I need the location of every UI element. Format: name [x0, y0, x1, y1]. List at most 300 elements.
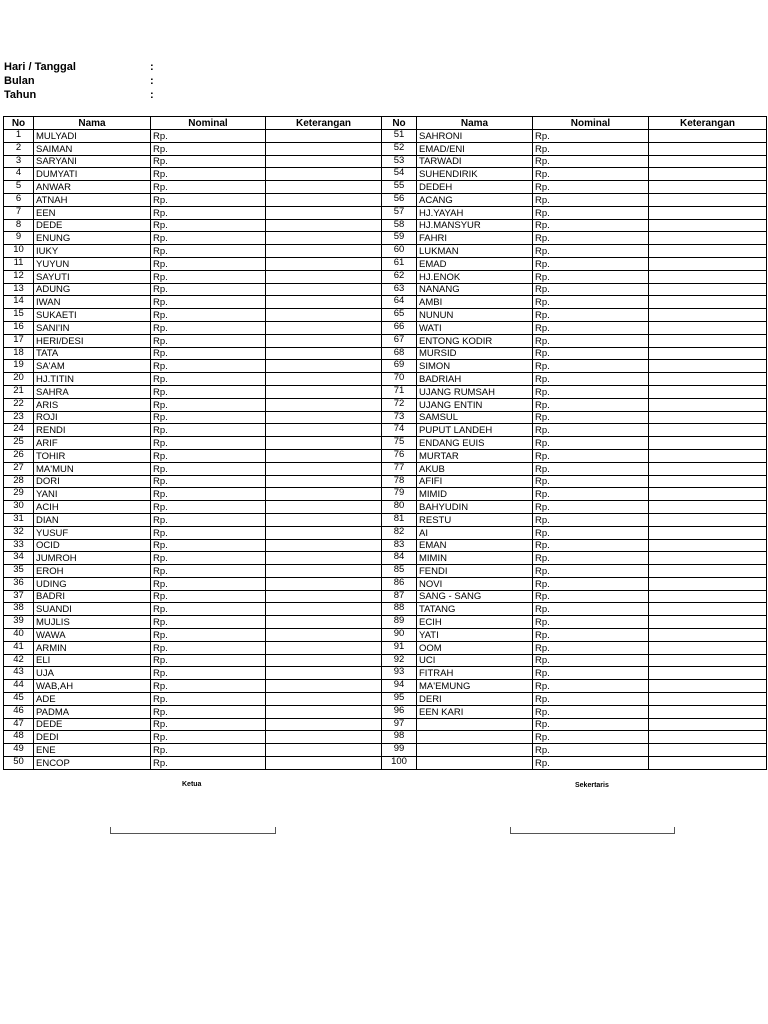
member-name: MA'MUN — [34, 462, 151, 475]
nominal-cell: Rp. — [533, 245, 649, 258]
keterangan-cell — [649, 693, 767, 706]
nominal-cell: Rp. — [533, 398, 649, 411]
col-header-no: No — [4, 117, 34, 130]
member-name: EEN KARI — [417, 705, 533, 718]
table-row — [4, 411, 767, 424]
row-number: 57 — [382, 206, 417, 219]
nominal-cell: Rp. — [151, 373, 266, 386]
keterangan-cell — [266, 641, 382, 654]
row-number: 31 — [4, 513, 34, 526]
nominal-cell: Rp. — [151, 309, 266, 322]
member-name: DUMYATI — [34, 168, 151, 181]
row-number: 53 — [382, 155, 417, 168]
nominal-cell: Rp. — [533, 488, 649, 501]
nominal-cell: Rp. — [151, 334, 266, 347]
nominal-cell: Rp. — [151, 654, 266, 667]
member-name: ACANG — [417, 193, 533, 206]
row-number: 98 — [382, 731, 417, 744]
keterangan-cell — [266, 757, 382, 770]
row-number: 77 — [382, 462, 417, 475]
keterangan-cell — [649, 398, 767, 411]
nominal-cell: Rp. — [151, 206, 266, 219]
nominal-cell: Rp. — [533, 257, 649, 270]
table-row — [4, 731, 767, 744]
row-number: 32 — [4, 526, 34, 539]
row-number: 56 — [382, 193, 417, 206]
table-row — [4, 680, 767, 693]
nominal-cell: Rp. — [151, 641, 266, 654]
header-label: Tahun — [4, 89, 37, 101]
keterangan-cell — [266, 449, 382, 462]
table-row — [4, 565, 767, 578]
member-name — [417, 757, 533, 770]
table-row — [4, 181, 767, 194]
table-row — [4, 693, 767, 706]
keterangan-cell — [266, 398, 382, 411]
row-number: 18 — [4, 347, 34, 360]
row-number: 89 — [382, 616, 417, 629]
table-row — [4, 577, 767, 590]
keterangan-cell — [649, 552, 767, 565]
row-number: 25 — [4, 437, 34, 450]
nominal-cell: Rp. — [533, 705, 649, 718]
keterangan-cell — [266, 680, 382, 693]
nominal-cell: Rp. — [533, 629, 649, 642]
keterangan-cell — [649, 181, 767, 194]
nominal-cell: Rp. — [533, 296, 649, 309]
table-row — [4, 385, 767, 398]
row-number: 79 — [382, 488, 417, 501]
table-row — [4, 757, 767, 770]
keterangan-cell — [266, 155, 382, 168]
nominal-cell: Rp. — [533, 667, 649, 680]
member-name: OOM — [417, 641, 533, 654]
table-row — [4, 398, 767, 411]
row-number: 84 — [382, 552, 417, 565]
row-number: 58 — [382, 219, 417, 232]
member-name: ARIS — [34, 398, 151, 411]
signature-line-chair — [110, 827, 276, 834]
nominal-cell: Rp. — [151, 513, 266, 526]
row-number: 71 — [382, 385, 417, 398]
row-number: 92 — [382, 654, 417, 667]
nominal-cell: Rp. — [151, 219, 266, 232]
row-number: 23 — [4, 411, 34, 424]
nominal-cell: Rp. — [533, 590, 649, 603]
keterangan-cell — [266, 565, 382, 578]
keterangan-cell — [266, 718, 382, 731]
row-number: 82 — [382, 526, 417, 539]
row-number: 78 — [382, 475, 417, 488]
nominal-cell: Rp. — [533, 552, 649, 565]
table-row — [4, 654, 767, 667]
nominal-cell: Rp. — [533, 270, 649, 283]
nominal-cell: Rp. — [533, 193, 649, 206]
nominal-cell: Rp. — [533, 603, 649, 616]
keterangan-cell — [266, 321, 382, 334]
row-number: 85 — [382, 565, 417, 578]
nominal-cell: Rp. — [151, 680, 266, 693]
nominal-cell: Rp. — [533, 449, 649, 462]
keterangan-cell — [649, 629, 767, 642]
row-number: 45 — [4, 693, 34, 706]
row-number: 8 — [4, 219, 34, 232]
nominal-cell: Rp. — [533, 539, 649, 552]
member-name: DERI — [417, 693, 533, 706]
member-name: ENDANG EUIS — [417, 437, 533, 450]
member-name: FAHRI — [417, 232, 533, 245]
keterangan-cell — [266, 347, 382, 360]
row-number: 19 — [4, 360, 34, 373]
member-name: ANWAR — [34, 181, 151, 194]
keterangan-cell — [266, 475, 382, 488]
table-row — [4, 130, 767, 143]
row-number: 99 — [382, 744, 417, 757]
keterangan-cell — [649, 142, 767, 155]
keterangan-cell — [649, 667, 767, 680]
nominal-cell: Rp. — [533, 360, 649, 373]
keterangan-cell — [266, 603, 382, 616]
keterangan-cell — [649, 360, 767, 373]
keterangan-cell — [266, 142, 382, 155]
row-number: 81 — [382, 513, 417, 526]
keterangan-cell — [649, 603, 767, 616]
keterangan-cell — [649, 565, 767, 578]
member-name: SAYUTI — [34, 270, 151, 283]
row-number: 48 — [4, 731, 34, 744]
nominal-cell: Rp. — [151, 629, 266, 642]
member-name: ELI — [34, 654, 151, 667]
row-number: 39 — [4, 616, 34, 629]
table-row — [4, 373, 767, 386]
member-name: LUKMAN — [417, 245, 533, 258]
keterangan-cell — [266, 526, 382, 539]
row-number: 87 — [382, 590, 417, 603]
member-name: ECIH — [417, 616, 533, 629]
table-row — [4, 539, 767, 552]
nominal-cell: Rp. — [151, 168, 266, 181]
member-name: BADRI — [34, 590, 151, 603]
table-row — [4, 667, 767, 680]
member-name: SANG - SANG — [417, 590, 533, 603]
table-row — [4, 257, 767, 270]
header-field-date — [4, 60, 154, 74]
row-number: 91 — [382, 641, 417, 654]
keterangan-cell — [649, 168, 767, 181]
keterangan-cell — [649, 437, 767, 450]
member-name: ADE — [34, 693, 151, 706]
row-number: 2 — [4, 142, 34, 155]
table-row — [4, 616, 767, 629]
nominal-cell: Rp. — [151, 385, 266, 398]
member-name: MURSID — [417, 347, 533, 360]
member-name: SA'AM — [34, 360, 151, 373]
row-number: 61 — [382, 257, 417, 270]
nominal-cell: Rp. — [151, 155, 266, 168]
member-name: DORI — [34, 475, 151, 488]
keterangan-cell — [649, 539, 767, 552]
table-row — [4, 321, 767, 334]
member-name: YUSUF — [34, 526, 151, 539]
keterangan-cell — [266, 488, 382, 501]
row-number: 88 — [382, 603, 417, 616]
keterangan-cell — [649, 526, 767, 539]
nominal-cell: Rp. — [533, 680, 649, 693]
keterangan-cell — [266, 705, 382, 718]
row-number: 62 — [382, 270, 417, 283]
nominal-cell: Rp. — [533, 744, 649, 757]
nominal-cell: Rp. — [533, 731, 649, 744]
keterangan-cell — [266, 462, 382, 475]
keterangan-cell — [649, 130, 767, 143]
member-name: EMAD — [417, 257, 533, 270]
member-name: MURTAR — [417, 449, 533, 462]
nominal-cell: Rp. — [151, 744, 266, 757]
nominal-cell: Rp. — [533, 513, 649, 526]
keterangan-cell — [649, 155, 767, 168]
row-number: 51 — [382, 130, 417, 143]
keterangan-cell — [649, 424, 767, 437]
col-header-nama: Nama — [417, 117, 533, 130]
table-row — [4, 437, 767, 450]
member-name: TATANG — [417, 603, 533, 616]
nominal-cell: Rp. — [151, 449, 266, 462]
member-name: UCI — [417, 654, 533, 667]
member-name: ARIF — [34, 437, 151, 450]
keterangan-cell — [266, 539, 382, 552]
keterangan-cell — [266, 501, 382, 514]
nominal-cell: Rp. — [151, 501, 266, 514]
nominal-cell: Rp. — [151, 321, 266, 334]
member-name: AFIFI — [417, 475, 533, 488]
nominal-cell: Rp. — [533, 693, 649, 706]
keterangan-cell — [266, 667, 382, 680]
keterangan-cell — [649, 449, 767, 462]
member-name: MULYADI — [34, 130, 151, 143]
member-name: WATI — [417, 321, 533, 334]
keterangan-cell — [649, 219, 767, 232]
row-number: 59 — [382, 232, 417, 245]
nominal-cell: Rp. — [533, 437, 649, 450]
keterangan-cell — [649, 270, 767, 283]
col-header-no: No — [382, 117, 417, 130]
row-number: 34 — [4, 552, 34, 565]
nominal-cell: Rp. — [151, 296, 266, 309]
member-name: DEDEH — [417, 181, 533, 194]
member-name: PUPUT LANDEH — [417, 424, 533, 437]
member-name: SAMSUL — [417, 411, 533, 424]
member-name: WAWA — [34, 629, 151, 642]
nominal-cell: Rp. — [151, 590, 266, 603]
keterangan-cell — [649, 590, 767, 603]
keterangan-cell — [649, 705, 767, 718]
row-number: 38 — [4, 603, 34, 616]
row-number: 10 — [4, 245, 34, 258]
member-name: ARMIN — [34, 641, 151, 654]
nominal-cell: Rp. — [533, 424, 649, 437]
row-number: 21 — [4, 385, 34, 398]
keterangan-cell — [266, 731, 382, 744]
table-row — [4, 270, 767, 283]
table-row — [4, 475, 767, 488]
nominal-cell: Rp. — [533, 206, 649, 219]
keterangan-cell — [266, 283, 382, 296]
member-name: SANI'IN — [34, 321, 151, 334]
member-name: ATNAH — [34, 193, 151, 206]
nominal-cell: Rp. — [151, 130, 266, 143]
member-name: ADUNG — [34, 283, 151, 296]
table-row — [4, 334, 767, 347]
keterangan-cell — [266, 245, 382, 258]
row-number: 20 — [4, 373, 34, 386]
header-separator: : — [150, 61, 154, 73]
member-name: AI — [417, 526, 533, 539]
nominal-cell: Rp. — [151, 565, 266, 578]
member-name: ACIH — [34, 501, 151, 514]
nominal-cell: Rp. — [151, 577, 266, 590]
nominal-cell: Rp. — [533, 283, 649, 296]
keterangan-cell — [649, 616, 767, 629]
member-name: AKUB — [417, 462, 533, 475]
table-row — [4, 718, 767, 731]
nominal-cell: Rp. — [533, 718, 649, 731]
signature-line-secretary — [510, 827, 675, 834]
keterangan-cell — [266, 232, 382, 245]
nominal-cell: Rp. — [533, 565, 649, 578]
header-field-month — [4, 74, 154, 88]
table-row — [4, 424, 767, 437]
member-name: PADMA — [34, 705, 151, 718]
nominal-cell: Rp. — [151, 347, 266, 360]
nominal-cell: Rp. — [533, 219, 649, 232]
keterangan-cell — [649, 731, 767, 744]
nominal-cell: Rp. — [151, 705, 266, 718]
row-number: 96 — [382, 705, 417, 718]
row-number: 16 — [4, 321, 34, 334]
table-row — [4, 513, 767, 526]
table-row — [4, 641, 767, 654]
table-row — [4, 283, 767, 296]
row-number: 69 — [382, 360, 417, 373]
row-number: 22 — [4, 398, 34, 411]
row-number: 90 — [382, 629, 417, 642]
keterangan-cell — [649, 501, 767, 514]
row-number: 66 — [382, 321, 417, 334]
member-name: MIMID — [417, 488, 533, 501]
nominal-cell: Rp. — [533, 347, 649, 360]
keterangan-cell — [266, 130, 382, 143]
member-name: HERI/DESI — [34, 334, 151, 347]
keterangan-cell — [649, 641, 767, 654]
table-row — [4, 309, 767, 322]
row-number: 17 — [4, 334, 34, 347]
nominal-cell: Rp. — [151, 398, 266, 411]
keterangan-cell — [266, 577, 382, 590]
row-number: 68 — [382, 347, 417, 360]
nominal-cell: Rp. — [151, 411, 266, 424]
row-number: 95 — [382, 693, 417, 706]
member-name: UDING — [34, 577, 151, 590]
row-number: 35 — [4, 565, 34, 578]
keterangan-cell — [266, 616, 382, 629]
nominal-cell: Rp. — [151, 667, 266, 680]
table-row — [4, 232, 767, 245]
keterangan-cell — [266, 181, 382, 194]
keterangan-cell — [266, 411, 382, 424]
nominal-cell: Rp. — [533, 232, 649, 245]
table-row — [4, 347, 767, 360]
row-number: 55 — [382, 181, 417, 194]
header-label: Hari / Tanggal — [4, 61, 76, 73]
keterangan-cell — [649, 296, 767, 309]
table-header-row — [4, 117, 767, 130]
keterangan-cell — [266, 693, 382, 706]
nominal-cell: Rp. — [533, 501, 649, 514]
member-name: RENDI — [34, 424, 151, 437]
nominal-cell: Rp. — [151, 526, 266, 539]
row-number: 27 — [4, 462, 34, 475]
nominal-cell: Rp. — [151, 552, 266, 565]
member-name: FENDI — [417, 565, 533, 578]
member-name: HJ.MANSYUR — [417, 219, 533, 232]
keterangan-cell — [649, 513, 767, 526]
nominal-cell: Rp. — [533, 411, 649, 424]
row-number: 47 — [4, 718, 34, 731]
nominal-cell: Rp. — [151, 603, 266, 616]
keterangan-cell — [649, 232, 767, 245]
row-number: 74 — [382, 424, 417, 437]
keterangan-cell — [649, 654, 767, 667]
table-row — [4, 296, 767, 309]
nominal-cell: Rp. — [151, 270, 266, 283]
table-row — [4, 603, 767, 616]
document-header — [4, 60, 154, 102]
keterangan-cell — [266, 219, 382, 232]
member-name: ENE — [34, 744, 151, 757]
member-name: YUYUN — [34, 257, 151, 270]
nominal-cell: Rp. — [533, 168, 649, 181]
row-number: 60 — [382, 245, 417, 258]
nominal-cell: Rp. — [533, 462, 649, 475]
row-number: 5 — [4, 181, 34, 194]
member-name: DEDE — [34, 219, 151, 232]
keterangan-cell — [649, 245, 767, 258]
header-field-year — [4, 88, 154, 102]
member-name: ENUNG — [34, 232, 151, 245]
nominal-cell: Rp. — [151, 757, 266, 770]
keterangan-cell — [649, 309, 767, 322]
keterangan-cell — [266, 385, 382, 398]
keterangan-cell — [266, 744, 382, 757]
keterangan-cell — [649, 385, 767, 398]
nominal-cell: Rp. — [151, 193, 266, 206]
member-name: SAIMAN — [34, 142, 151, 155]
keterangan-cell — [649, 193, 767, 206]
row-number: 64 — [382, 296, 417, 309]
row-number: 3 — [4, 155, 34, 168]
keterangan-cell — [266, 629, 382, 642]
table-row — [4, 245, 767, 258]
keterangan-cell — [649, 206, 767, 219]
nominal-cell: Rp. — [533, 641, 649, 654]
member-name: OCID — [34, 539, 151, 552]
row-number: 30 — [4, 501, 34, 514]
row-number: 100 — [382, 757, 417, 770]
keterangan-cell — [266, 373, 382, 386]
row-number: 7 — [4, 206, 34, 219]
row-number: 54 — [382, 168, 417, 181]
header-separator: : — [150, 89, 154, 101]
